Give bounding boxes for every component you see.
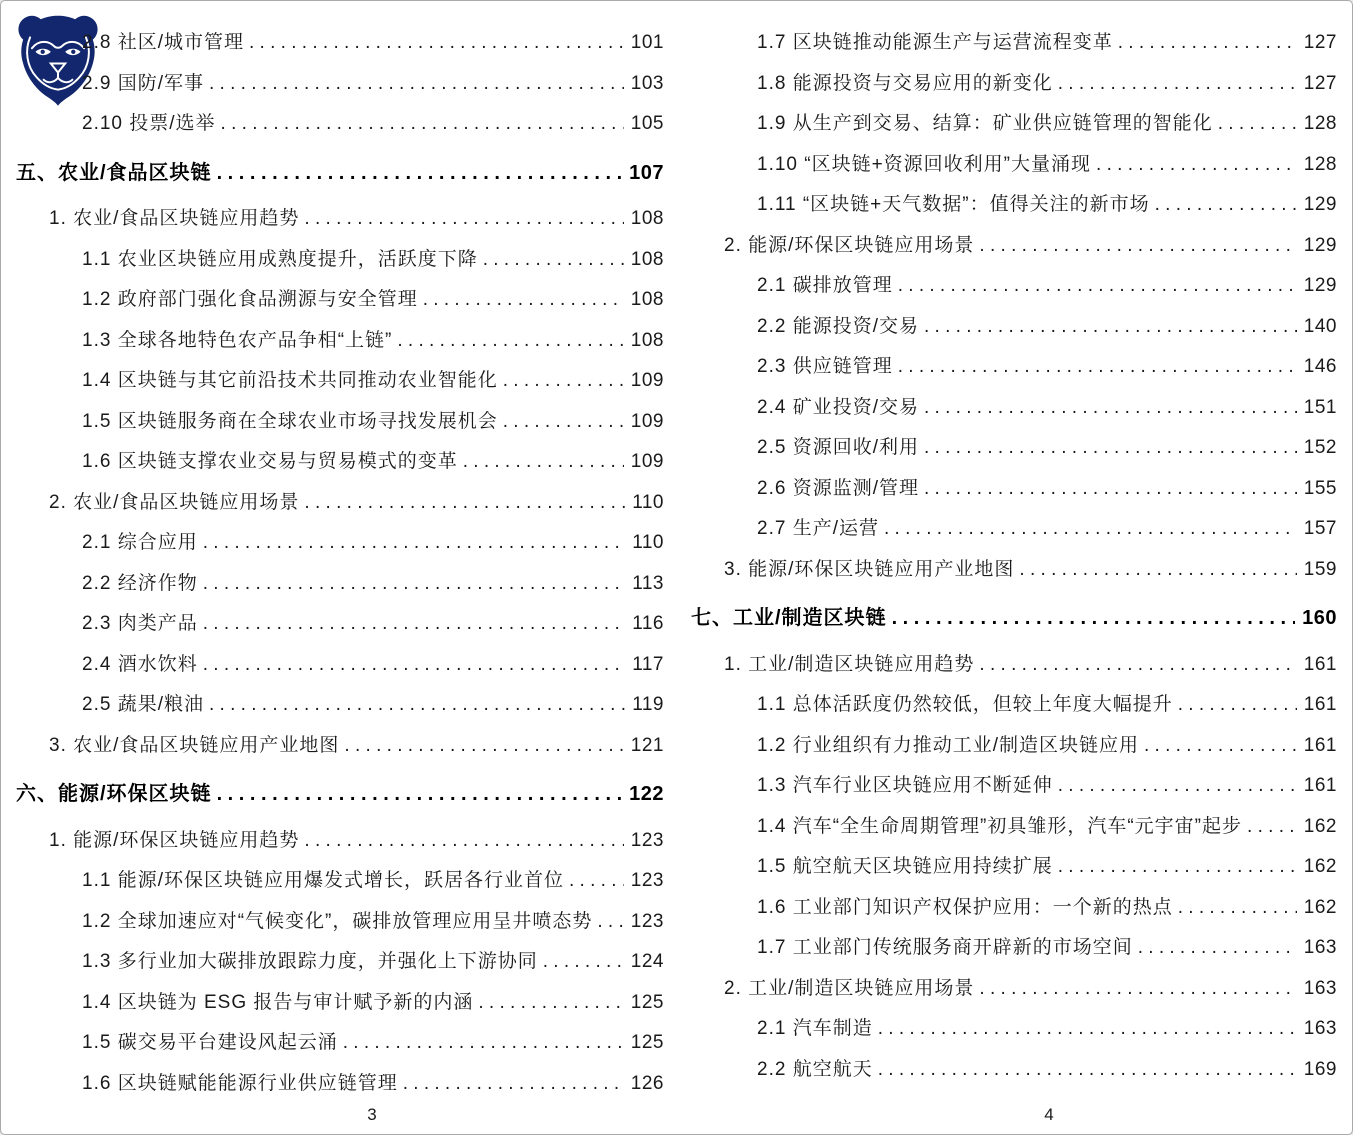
toc-entry[interactable] <box>16 240 664 281</box>
toc-entry[interactable] <box>16 685 664 726</box>
toc-leader-dots <box>1173 888 1297 929</box>
toc-entry-title: 2.3 供应链管理 <box>757 356 893 377</box>
toc-leader-dots <box>873 1009 1297 1050</box>
toc-entry[interactable] <box>691 266 1337 307</box>
toc-entry[interactable] <box>691 388 1337 429</box>
toc-entry-title: 1.3 多行业加大碳排放跟踪力度，并强化上下游协同 <box>82 951 538 972</box>
toc-leader-dots <box>398 1064 624 1105</box>
toc-page-number: 129 <box>1303 234 1337 256</box>
toc-entry-title: 2.6 资源监测/管理 <box>757 477 919 499</box>
toc-leader-dots <box>212 774 623 815</box>
toc-leader-dots <box>478 240 624 281</box>
toc-leader-dots <box>1213 104 1297 145</box>
toc-page-number: 107 <box>629 161 664 184</box>
page-number-footer: 4 <box>1044 1105 1054 1124</box>
toc-entry-title: 2. 能源/环保区块链应用场景 <box>724 234 975 256</box>
toc-page-number: 160 <box>1302 607 1337 629</box>
toc-leader-dots <box>498 402 624 443</box>
toc-entry[interactable] <box>16 861 664 902</box>
toc-entry-title: 1.6 工业部门知识产权保护应用：一个新的热点 <box>757 896 1173 918</box>
toc-leader-dots <box>198 564 626 605</box>
toc-entry[interactable] <box>691 145 1337 186</box>
toc-entry[interactable] <box>16 774 664 815</box>
toc-page-number: 161 <box>1303 775 1337 796</box>
toc-leader-dots <box>1242 807 1297 848</box>
toc-entry[interactable] <box>16 64 664 105</box>
toc-leader-dots <box>1133 928 1297 969</box>
toc-leader-dots <box>198 604 626 645</box>
toc-page-number: 161 <box>1303 653 1337 675</box>
toc-entry[interactable] <box>691 726 1337 767</box>
toc-page-number: 163 <box>1303 937 1337 958</box>
toc-leader-dots <box>893 266 1297 307</box>
toc-entry[interactable] <box>16 645 664 686</box>
toc-page-number: 151 <box>1303 396 1337 418</box>
toc-entry-title: 2.4 酒水饮料 <box>82 653 198 675</box>
toc-entry-title: 1.6 区块链支撑农业交易与贸易模式的变革 <box>82 451 458 472</box>
toc-entry-title: 1.1 总体活跃度仍然较低，但较上年度大幅提升 <box>757 694 1173 715</box>
toc-entry-title: 2.8 社区/城市管理 <box>82 32 244 53</box>
toc-entry-title: 1.1 能源/环保区块链应用爆发式增长，跃居各行业首位 <box>82 870 564 891</box>
toc-page-number: 169 <box>1303 1058 1337 1080</box>
toc-entry-title: 1.4 汽车“全生命周期管理”初具雏形，汽车“元宇宙”起步 <box>757 815 1243 837</box>
toc-leader-dots <box>498 361 624 402</box>
toc-page-number: 162 <box>1303 896 1337 918</box>
toc-page-number: 125 <box>630 1032 664 1053</box>
toc-entry[interactable] <box>691 185 1337 226</box>
toc-page-number: 123 <box>630 870 664 891</box>
toc-leader-dots <box>592 902 623 943</box>
toc-entry[interactable] <box>16 523 664 564</box>
toc-entry[interactable] <box>16 104 664 145</box>
toc-entry[interactable] <box>691 807 1337 848</box>
toc-leader-dots <box>1150 185 1297 226</box>
toc-entry[interactable] <box>16 983 664 1024</box>
toc-entry[interactable] <box>691 1009 1337 1050</box>
toc-page-number: 163 <box>1303 1018 1337 1039</box>
toc-leader-dots <box>212 153 623 194</box>
toc-page-number: 161 <box>1303 694 1337 715</box>
toc-page-number: 128 <box>1303 113 1337 134</box>
toc-entry-title: 1.2 政府部门强化食品溯源与安全管理 <box>82 289 418 310</box>
toc-page-number: 109 <box>630 370 664 391</box>
toc-entry-title: 2.1 汽车制造 <box>757 1018 873 1039</box>
toc-entry[interactable] <box>16 280 664 321</box>
toc-entry-title: 3. 能源/环保区块链应用产业地图 <box>724 558 1015 580</box>
toc-entry[interactable] <box>691 969 1337 1010</box>
toc-entry-title: 1.10 “区块链+资源回收利用”大量涌现 <box>757 153 1092 175</box>
toc-leader-dots <box>216 104 624 145</box>
toc-page-number: 152 <box>1303 437 1337 458</box>
toc-entry-title: 七、工业/制造区块链 <box>691 607 887 629</box>
toc-leader-dots <box>1053 766 1297 807</box>
toc-page-number: 109 <box>630 410 664 432</box>
toc-entry-title: 1.9 从生产到交易、结算：矿业供应链管理的智能化 <box>757 113 1213 134</box>
toc-entry[interactable] <box>691 509 1337 550</box>
toc-entry[interactable] <box>691 598 1337 639</box>
toc-leader-dots <box>879 509 1297 550</box>
toc-entry-title: 2.5 蔬果/粮油 <box>82 694 204 715</box>
toc-entry-title: 2.1 综合应用 <box>82 532 198 553</box>
toc-entry[interactable] <box>691 64 1337 105</box>
toc-leader-dots <box>1173 685 1297 726</box>
toc-leader-dots <box>919 428 1297 469</box>
toc-page-number: 129 <box>1303 275 1337 296</box>
toc-entry[interactable] <box>691 428 1337 469</box>
toc-entry-title: 1. 农业/食品区块链应用趋势 <box>49 208 300 229</box>
toc-page-number: 101 <box>630 32 664 53</box>
toc-page-number: 103 <box>630 72 664 94</box>
toc-entry-title: 2.1 碳排放管理 <box>757 275 893 296</box>
toc-entry-title: 2.4 矿业投资/交易 <box>757 396 919 418</box>
toc-leader-dots <box>538 942 624 983</box>
toc-leader-dots <box>887 598 1296 639</box>
toc-page-number: 122 <box>629 783 664 805</box>
toc-entry-title: 1.7 区块链推动能源生产与运营流程变革 <box>757 32 1113 53</box>
toc-entry[interactable] <box>691 685 1337 726</box>
toc-page-number: 126 <box>630 1072 664 1094</box>
toc-entry[interactable] <box>691 645 1337 686</box>
toc-entry-title: 1.3 全球各地特色农产品争相“上链” <box>82 329 393 351</box>
toc-leader-dots <box>338 1023 624 1064</box>
toc-leader-dots <box>974 969 1296 1010</box>
toc-leader-dots <box>473 983 623 1024</box>
toc-leader-dots <box>919 388 1297 429</box>
toc-leader-dots <box>1139 726 1297 767</box>
toc-page-number: 108 <box>630 248 664 270</box>
toc-entry-title: 1. 能源/环保区块链应用趋势 <box>49 829 300 851</box>
toc-entry-title: 六、能源/环保区块链 <box>16 783 212 805</box>
toc-entry-title: 2.2 航空航天 <box>757 1058 873 1080</box>
toc-entry[interactable] <box>691 550 1337 591</box>
toc-leader-dots <box>873 1050 1297 1091</box>
toc-entry[interactable] <box>16 361 664 402</box>
toc-leader-dots <box>919 469 1297 510</box>
toc-leader-dots <box>198 645 626 686</box>
toc-entry-title: 1. 工业/制造区块链应用趋势 <box>724 653 975 675</box>
toc-leader-dots <box>299 821 623 862</box>
toc-page-number: 116 <box>632 613 664 634</box>
toc-page-number: 123 <box>630 910 664 932</box>
toc-entry[interactable] <box>16 483 664 524</box>
toc-page-left <box>16 1 664 1104</box>
toc-page-number: 113 <box>632 572 664 594</box>
toc-entry[interactable] <box>691 1050 1337 1091</box>
toc-page-number: 127 <box>1303 72 1337 94</box>
toc-entry-title: 1.6 区块链赋能能源行业供应链管理 <box>82 1072 398 1094</box>
toc-entry[interactable] <box>16 153 664 194</box>
toc-page-number: 162 <box>1303 815 1337 837</box>
toc-leader-dots <box>974 226 1296 267</box>
toc-entry-title: 2.7 生产/运营 <box>757 518 879 539</box>
toc-entry[interactable] <box>16 199 664 240</box>
toc-page-number: 129 <box>1303 194 1337 215</box>
toc-leader-dots <box>299 483 625 524</box>
toc-entry[interactable] <box>16 23 664 64</box>
toc-leader-dots <box>1091 145 1297 186</box>
toc-page-number: 159 <box>1303 558 1337 580</box>
toc-page-number: 140 <box>1303 315 1337 337</box>
toc-page-number: 155 <box>1303 477 1337 499</box>
toc-entry-title: 1.2 全球加速应对“气候变化”，碳排放管理应用呈井喷态势 <box>82 910 593 932</box>
toc-leader-dots <box>974 645 1296 686</box>
toc-entry-title: 2.10 投票/选举 <box>82 113 216 134</box>
toc-entry-title: 1.2 行业组织有力推动工业/制造区块链应用 <box>757 734 1139 756</box>
toc-entry[interactable] <box>691 307 1337 348</box>
toc-leader-dots <box>1113 23 1297 64</box>
toc-page-number: 124 <box>630 951 664 972</box>
toc-leader-dots <box>339 726 623 767</box>
toc-page-number: 105 <box>630 113 664 134</box>
toc-entry-title: 2.2 能源投资/交易 <box>757 315 919 337</box>
toc-leader-dots <box>392 321 623 362</box>
toc-page-number: 163 <box>1303 977 1337 999</box>
toc-leader-dots <box>919 307 1297 348</box>
toc-page-number: 109 <box>630 451 664 472</box>
toc-entry-title: 3. 农业/食品区块链应用产业地图 <box>49 734 340 756</box>
toc-page-number: 108 <box>630 289 664 310</box>
toc-leader-dots <box>1053 64 1297 105</box>
toc-leader-dots <box>204 685 625 726</box>
toc-entry[interactable] <box>16 604 664 645</box>
toc-page-number: 108 <box>630 208 664 229</box>
toc-entry[interactable] <box>16 942 664 983</box>
toc-entry[interactable] <box>691 347 1337 388</box>
toc-entry-title: 1.4 区块链为 ESG 报告与审计赋予新的内涵 <box>82 991 474 1013</box>
toc-entry[interactable] <box>691 226 1337 267</box>
toc-entry-title: 1.3 汽车行业区块链应用不断延伸 <box>757 775 1053 796</box>
toc-entry-title: 2. 工业/制造区块链应用场景 <box>724 977 975 999</box>
toc-page-right <box>691 1 1337 1090</box>
toc-entry-title: 2.3 肉类产品 <box>82 613 198 634</box>
toc-page-number: 161 <box>1303 734 1337 756</box>
toc-entry-title: 五、农业/食品区块链 <box>16 161 212 184</box>
toc-entry[interactable] <box>16 1064 664 1105</box>
toc-entry[interactable] <box>691 104 1337 145</box>
toc-page-number: 110 <box>632 491 664 513</box>
toc-leader-dots <box>1014 550 1296 591</box>
toc-entry[interactable] <box>691 928 1337 969</box>
toc-entry-title: 1.1 农业区块链应用成熟度提升，活跃度下降 <box>82 248 478 270</box>
toc-page-number: 128 <box>1303 153 1337 175</box>
toc-entry[interactable] <box>691 23 1337 64</box>
toc-leader-dots <box>564 861 624 902</box>
toc-entry[interactable] <box>16 821 664 862</box>
toc-leader-dots <box>1053 847 1297 888</box>
toc-entry-title: 2. 农业/食品区块链应用场景 <box>49 491 300 513</box>
toc-entry-title: 2.9 国防/军事 <box>82 72 204 94</box>
toc-leader-dots <box>299 199 623 240</box>
toc-entry[interactable] <box>16 902 664 943</box>
toc-entry-title: 1.5 区块链服务商在全球农业市场寻找发展机会 <box>82 410 498 432</box>
toc-page-number: 157 <box>1303 518 1337 539</box>
toc-leader-dots <box>244 23 624 64</box>
toc-page-number: 146 <box>1303 356 1337 377</box>
toc-page-number: 117 <box>632 653 664 675</box>
toc-entry-title: 2.5 资源回收/利用 <box>757 437 919 458</box>
toc-page-number: 119 <box>632 694 664 715</box>
toc-entry[interactable] <box>691 469 1337 510</box>
toc-entry-title: 1.5 碳交易平台建设风起云涌 <box>82 1032 338 1053</box>
page-number-footer: 3 <box>367 1105 377 1124</box>
toc-entry-title: 1.5 航空航天区块链应用持续扩展 <box>757 856 1053 877</box>
toc-entry[interactable] <box>16 726 664 767</box>
toc-entry-title: 1.8 能源投资与交易应用的新变化 <box>757 72 1053 94</box>
toc-page-number: 127 <box>1303 32 1337 53</box>
toc-entry-title: 1.11 “区块链+天气数据”：值得关注的新市场 <box>757 194 1150 215</box>
toc-leader-dots <box>204 64 624 105</box>
toc-page-number: 125 <box>630 991 664 1013</box>
toc-entry[interactable] <box>16 442 664 483</box>
toc-leader-dots <box>893 347 1297 388</box>
toc-leader-dots <box>198 523 626 564</box>
toc-entry[interactable] <box>16 1023 664 1064</box>
toc-entry[interactable] <box>691 888 1337 929</box>
toc-leader-dots <box>418 280 624 321</box>
toc-entry[interactable] <box>16 402 664 443</box>
toc-entry[interactable] <box>691 847 1337 888</box>
toc-leader-dots <box>458 442 624 483</box>
toc-page-number: 123 <box>630 829 664 851</box>
toc-page-number: 108 <box>630 329 664 351</box>
toc-entry-title: 1.4 区块链与其它前沿技术共同推动农业智能化 <box>82 370 498 391</box>
toc-page-number: 162 <box>1303 856 1337 877</box>
toc-entry[interactable] <box>16 321 664 362</box>
toc-entry-title: 1.7 工业部门传统服务商开辟新的市场空间 <box>757 937 1133 958</box>
toc-entry[interactable] <box>691 766 1337 807</box>
toc-entry-title: 2.2 经济作物 <box>82 572 198 594</box>
toc-page-number: 121 <box>630 734 664 756</box>
toc-page-number: 110 <box>632 532 664 553</box>
toc-entry[interactable] <box>16 564 664 605</box>
